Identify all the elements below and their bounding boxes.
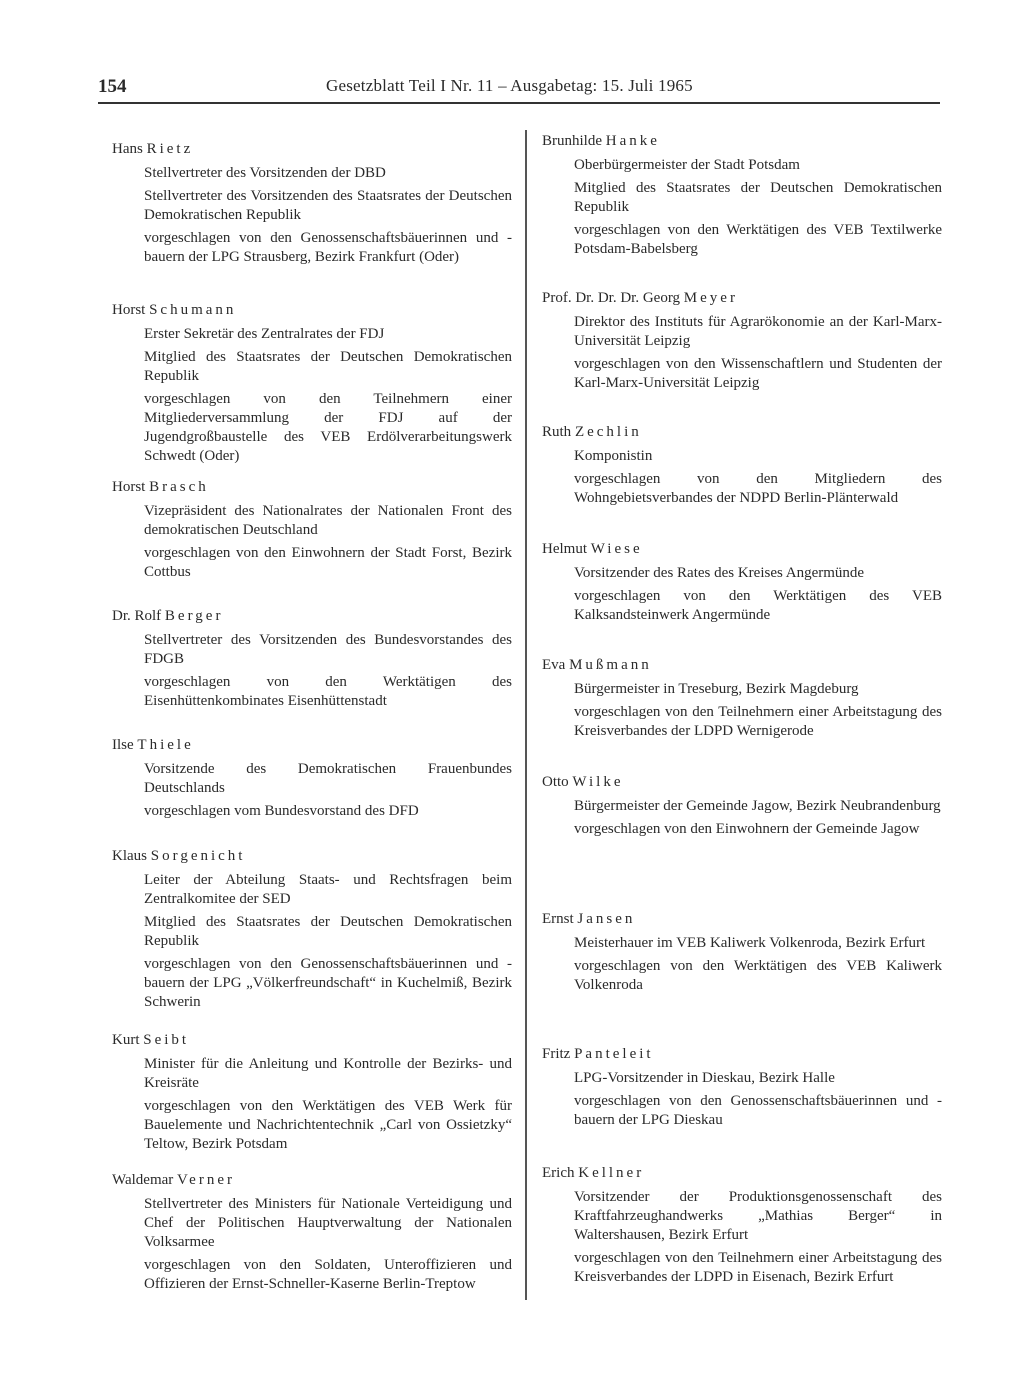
member-role-line: vorgeschlagen von den Teilnehmern einer Arbeitstagung des Kreisverbandes der LDPD Wernigerode	[574, 704, 942, 739]
member-last-name: Sorgenicht	[150, 848, 246, 864]
member-last-name: Mußmann	[569, 657, 652, 673]
member-role-line: vorgeschlagen von den Werktätigen des VEB Werk für Bauelemente und Nachrichtentechnik „Carl von Ossietzky“ Teltow, Bezirk Potsdam	[144, 1098, 512, 1152]
member-first-name: Eva	[542, 657, 570, 673]
member-role-line: vorgeschlagen von den Genossenschaftsbäuerinnen und -bauern der LPG Dieskau	[574, 1093, 942, 1128]
member-first-name: Waldemar	[112, 1172, 178, 1188]
member-first-name: Otto	[542, 774, 573, 790]
member-role-line: Stellvertreter des Vorsitzenden des Bundesvorstandes des FDGB	[144, 632, 512, 667]
member-name	[542, 289, 942, 308]
member-role-line: Mitglied des Staatsrates der Deutschen Demokratischen Republik	[144, 349, 512, 384]
member-first-name: Horst	[112, 479, 150, 495]
member-name	[112, 607, 512, 626]
member-role-line: Vorsitzender des Rates des Kreises Angermünde	[574, 565, 865, 581]
member-last-name: Berger	[164, 608, 224, 624]
member-entry	[542, 540, 942, 625]
member-entry	[542, 289, 942, 393]
member-first-name: Erich	[542, 1165, 579, 1181]
member-role-line: Mitglied des Staatsrates der Deutschen Demokratischen Republik	[574, 180, 942, 215]
member-first-name: Helmut	[542, 541, 591, 557]
member-last-name: Zechlin	[574, 424, 642, 440]
member-role-line: vorgeschlagen von den Teilnehmern einer Arbeitstagung des Kreisverbandes der LDPD in Eisenach, Bezirk Erfurt	[574, 1250, 942, 1285]
member-last-name: Brasch	[149, 479, 209, 495]
member-first-name: Ernst	[542, 911, 578, 927]
member-entry	[542, 656, 942, 741]
member-role-line: Minister für die Anleitung und Kontrolle der Bezirks- und Kreisräte	[144, 1056, 512, 1091]
page-header	[98, 74, 940, 104]
member-role-line: vorgeschlagen von den Genossenschaftsbäuerinnen und -bauern der LPG Strausberg, Bezirk Frankfurt (Oder)	[144, 230, 512, 265]
member-name	[112, 301, 512, 320]
member-role-line: Oberbürgermeister der Stadt Potsdam	[574, 157, 800, 173]
member-role-line: Vorsitzender der Produktionsgenossenschaft des Kraftfahrzeughandwerks „Mathias Berger“ in Waltershausen, Bezirk Erfurt	[574, 1189, 942, 1243]
member-name	[542, 656, 942, 675]
member-name	[542, 423, 942, 442]
member-name	[112, 478, 512, 497]
member-entry	[542, 423, 942, 508]
member-first-name: Brunhilde	[542, 133, 606, 149]
member-role-line: vorgeschlagen von den Soldaten, Unteroffizieren und Offizieren der Ernst-Schneller-Kaserne Berlin-Treptow	[144, 1257, 512, 1292]
member-name	[112, 1031, 512, 1050]
member-last-name: Wilke	[572, 774, 624, 790]
member-name	[542, 1164, 942, 1183]
member-entry	[112, 1171, 512, 1294]
member-role-line: Meisterhauer im VEB Kaliwerk Volkenroda, Bezirk Erfurt	[574, 935, 926, 951]
member-role-line: Stellvertreter des Vorsitzenden der DBD	[144, 165, 386, 181]
member-name	[542, 540, 942, 559]
member-entry	[542, 132, 942, 259]
member-last-name: Verner	[177, 1172, 235, 1188]
member-entry	[112, 736, 512, 821]
member-role-line: Direktor des Instituts für Agrarökonomie an der Karl-Marx-Universität Leipzig	[574, 314, 942, 349]
member-role-line: Stellvertreter des Vorsitzenden des Staatsrates der Deutschen Demokratischen Republik	[144, 188, 512, 223]
member-first-name: Hans	[112, 141, 147, 157]
member-first-name: Dr. Rolf	[112, 608, 165, 624]
member-entry	[112, 301, 512, 466]
member-role-line: Komponistin	[574, 448, 653, 464]
member-name	[112, 140, 512, 159]
member-role-line: vorgeschlagen vom Bundesvorstand des DFD	[144, 803, 419, 819]
member-last-name: Seibt	[143, 1032, 190, 1048]
member-name	[112, 847, 512, 866]
member-role-line: Bürgermeister in Treseburg, Bezirk Magdeburg	[574, 681, 859, 697]
member-last-name: Schumann	[149, 302, 237, 318]
member-name	[542, 773, 942, 792]
member-first-name: Fritz	[542, 1046, 575, 1062]
member-entry	[112, 607, 512, 711]
member-name	[542, 910, 942, 929]
member-last-name: Meyer	[683, 290, 738, 306]
member-role-line: vorgeschlagen von den Genossenschaftsbäuerinnen und -bauern der LPG „Völkerfreundschaft“ in Kuchelmiß, Bezirk Schwerin	[144, 956, 512, 1010]
member-entry	[542, 773, 942, 839]
member-role-line: Bürgermeister der Gemeinde Jagow, Bezirk Neubrandenburg	[574, 798, 941, 814]
member-role-line: vorgeschlagen von den Werktätigen des Eisenhüttenkombinates Eisenhüttenstadt	[144, 674, 512, 709]
member-role-line: LPG-Vorsitzender in Dieskau, Bezirk Halle	[574, 1070, 835, 1086]
member-entry	[112, 140, 512, 267]
member-first-name: Prof. Dr. Dr. Dr. Georg	[542, 290, 684, 306]
column-divider	[525, 130, 527, 1300]
member-last-name: Thiele	[137, 737, 194, 753]
member-role-line: vorgeschlagen von den Einwohnern der Stadt Forst, Bezirk Cottbus	[144, 545, 512, 580]
member-first-name: Ilse	[112, 737, 138, 753]
member-role-line: vorgeschlagen von den Mitgliedern des Wohngebietsverbandes der NDPD Berlin-Plänterwald	[574, 471, 942, 506]
member-entry	[112, 1031, 512, 1154]
member-role-line: vorgeschlagen von den Werktätigen des VEB Textilwerke Potsdam-Babelsberg	[574, 222, 942, 257]
member-role-line: vorgeschlagen von den Teilnehmern einer Mitgliederversammlung der FDJ auf der Jugendgroßbaustelle des VEB Erdölverarbeitungswerk Schwedt (Oder)	[144, 391, 512, 464]
member-name	[112, 1171, 512, 1190]
member-role-line: Vizepräsident des Nationalrates der Nationalen Front des demokratischen Deutschland	[144, 503, 512, 538]
member-entry	[542, 1164, 942, 1287]
member-first-name: Kurt	[112, 1032, 144, 1048]
member-first-name: Ruth	[542, 424, 575, 440]
member-name	[542, 1045, 942, 1064]
member-role-line: vorgeschlagen von den Werktätigen des VEB Kaliwerk Volkenroda	[574, 958, 942, 993]
member-entry	[112, 847, 512, 1012]
member-last-name: Hanke	[605, 133, 660, 149]
member-entry	[542, 910, 942, 995]
member-name	[112, 736, 512, 755]
member-last-name: Kellner	[578, 1165, 645, 1181]
member-first-name: Horst	[112, 302, 150, 318]
page-number: 154	[98, 76, 127, 97]
member-role-line: vorgeschlagen von den Einwohnern der Gemeinde Jagow	[574, 821, 920, 837]
member-last-name: Wiese	[590, 541, 643, 557]
member-role-line: vorgeschlagen von den Wissenschaftlern und Studenten der Karl-Marx-Universität Leipzig	[574, 356, 942, 391]
member-role-line: Vorsitzende des Demokratischen Frauenbundes Deutschlands	[144, 761, 512, 796]
member-last-name: Rietz	[146, 141, 194, 157]
member-role-line: Stellvertreter des Ministers für Nationale Verteidigung und Chef der Politischen Hauptverwaltung der Nationalen Volksarmee	[144, 1196, 512, 1250]
member-role-line: Leiter der Abteilung Staats- und Rechtsfragen beim Zentralkomitee der SED	[144, 872, 512, 907]
member-role-line: vorgeschlagen von den Werktätigen des VEB Kalksandsteinwerk Angermünde	[574, 588, 942, 623]
member-entry	[112, 478, 512, 582]
member-last-name: Panteleit	[574, 1046, 654, 1062]
running-title: Gesetzblatt Teil I Nr. 11 – Ausgabetag: 15. Juli 1965	[326, 76, 693, 95]
member-role-line: Mitglied des Staatsrates der Deutschen Demokratischen Republik	[144, 914, 512, 949]
member-name	[542, 132, 942, 151]
member-last-name: Jansen	[577, 911, 636, 927]
member-role-line: Erster Sekretär des Zentralrates der FDJ	[144, 326, 385, 342]
member-first-name: Klaus	[112, 848, 151, 864]
member-entry	[542, 1045, 942, 1130]
